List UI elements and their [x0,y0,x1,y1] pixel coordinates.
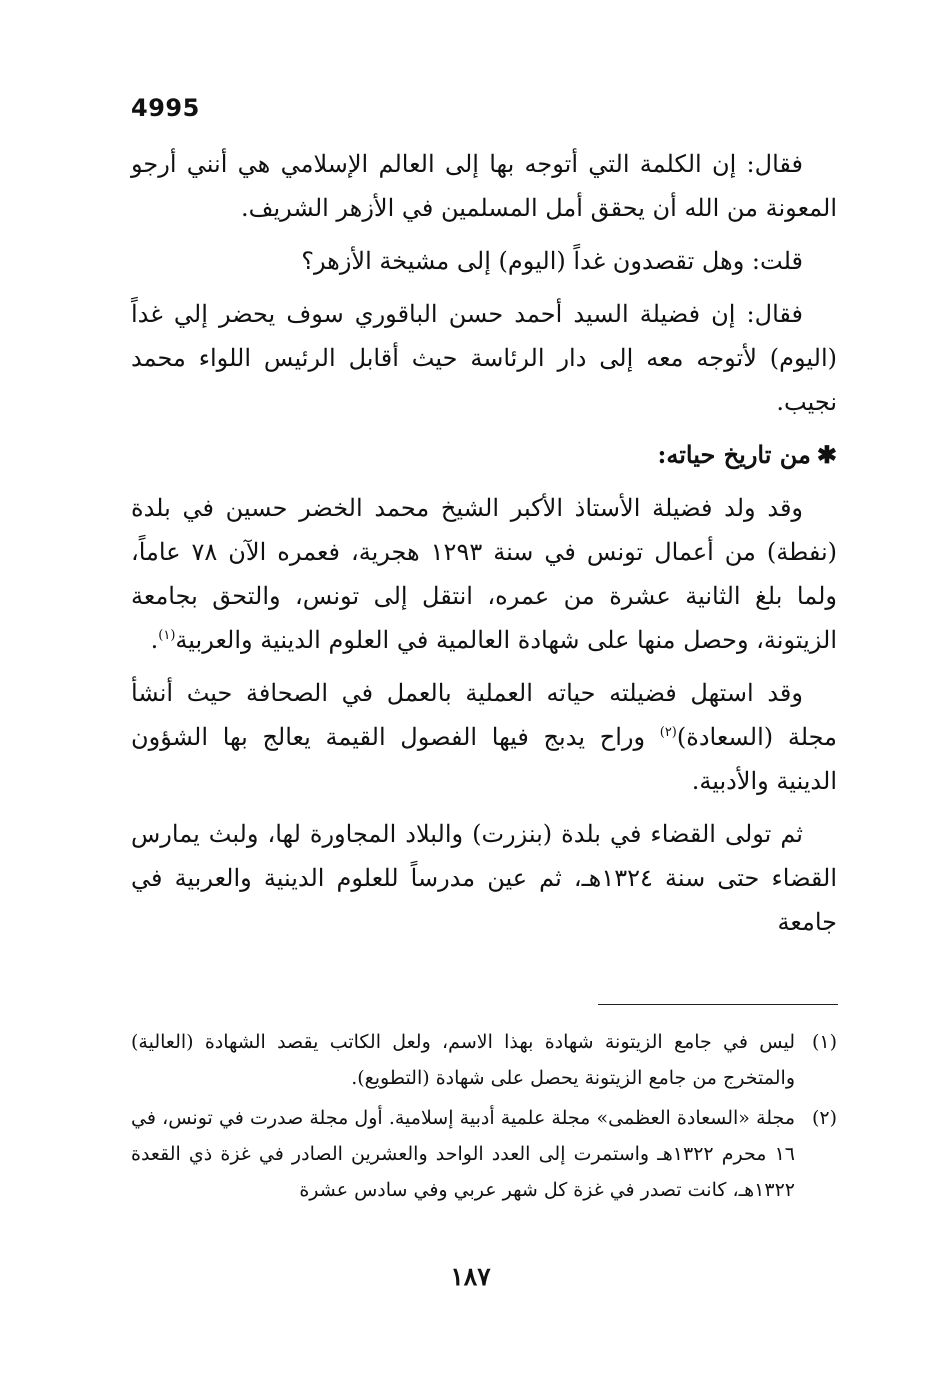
footnote-text: مجلة «السعادة العظمى» مجلة علمية أدبية إسلامية. أول مجلة صدرت في تونس، في ١٦ محرم ١٣٢٢هـ واستمرت إلى العدد الواحد والعشرين الصادر في غزة ذي القعدة ١٣٢٢هـ، كانت تصدر في غزة كل شهر عربي وفي سادس عشرة [131,1107,795,1201]
footnote-2 [131,1100,837,1208]
footnote-divider [598,1004,838,1005]
star-icon: ✱ [816,440,837,469]
paragraph-5-text-a: وقد استهل فضيلته حياته العملية بالعمل في الصحافة حيث أنشأ مجلة (السعادة) [131,679,837,751]
paragraph-5-text-b: وراح يدبج فيها الفصول القيمة يعالج بها الشؤون الدينية والأدبية. [131,723,837,795]
paragraph-1: فقال: إن الكلمة التي أتوجه بها إلى العالم الإسلامي هي أنني أرجو المعونة من الله أن يحقق أمل المسلمين في الأزهر الشريف. [131,150,837,222]
paragraph-5 [131,671,837,803]
footnotes [131,1024,837,1212]
footnote-ref-2: (٢) [659,725,677,740]
paragraph-4-text: وقد ولد فضيلة الأستاذ الأكبر الشيخ محمد الخضر حسين في بلدة (نفطة) من أعمال تونس في سنة ١٢٩٣ هجرية، فعمره الآن ٧٨ عاماً، ولما بلغ الثانية عشرة من عمره، انتقل إلى تونس، والتحق بجامعة الزيتونة، وحصل منها على شهادة العالمية في العلوم الدينية والعربية [131,494,837,654]
section-heading-text: من تاريخ حياته: [657,440,811,469]
paragraph-2: قلت: وهل تقصدون غداً (اليوم) إلى مشيخة الأزهر؟ [301,247,803,275]
paragraph-4 [131,486,837,662]
paragraph-6: ثم تولى القضاء في بلدة (بنزرت) والبلاد المجاورة لها، ولبث يمارس القضاء حتى سنة ١٣٢٤هـ، ثم عين مدرساً للعلوم الدينية والعربية في جامعة [131,820,837,936]
footnote-number: (١) [811,1031,837,1053]
paragraph-3: فقال: إن فضيلة السيد أحمد حسن الباقوري سوف يحضر إلي غداً (اليوم) لأتوجه معه إلى دار الرئاسة حيث أقابل الرئيس اللواء محمد نجيب. [131,300,837,416]
main-text [131,142,837,953]
footnote-ref-1: (١) [158,628,176,643]
footnote-number: (٢) [811,1107,837,1129]
section-heading [131,433,837,477]
page-number: ١٨٧ [450,1262,491,1291]
page-id: 4995 [131,94,200,122]
paragraph-4-end: . [150,626,159,654]
footnote-text: ليس في جامع الزيتونة شهادة بهذا الاسم، ولعل الكاتب يقصد الشهادة (العالية) والمتخرج من جامع الزيتونة يحصل على شهادة (التطويع). [131,1031,795,1089]
footnote-1 [131,1024,837,1096]
